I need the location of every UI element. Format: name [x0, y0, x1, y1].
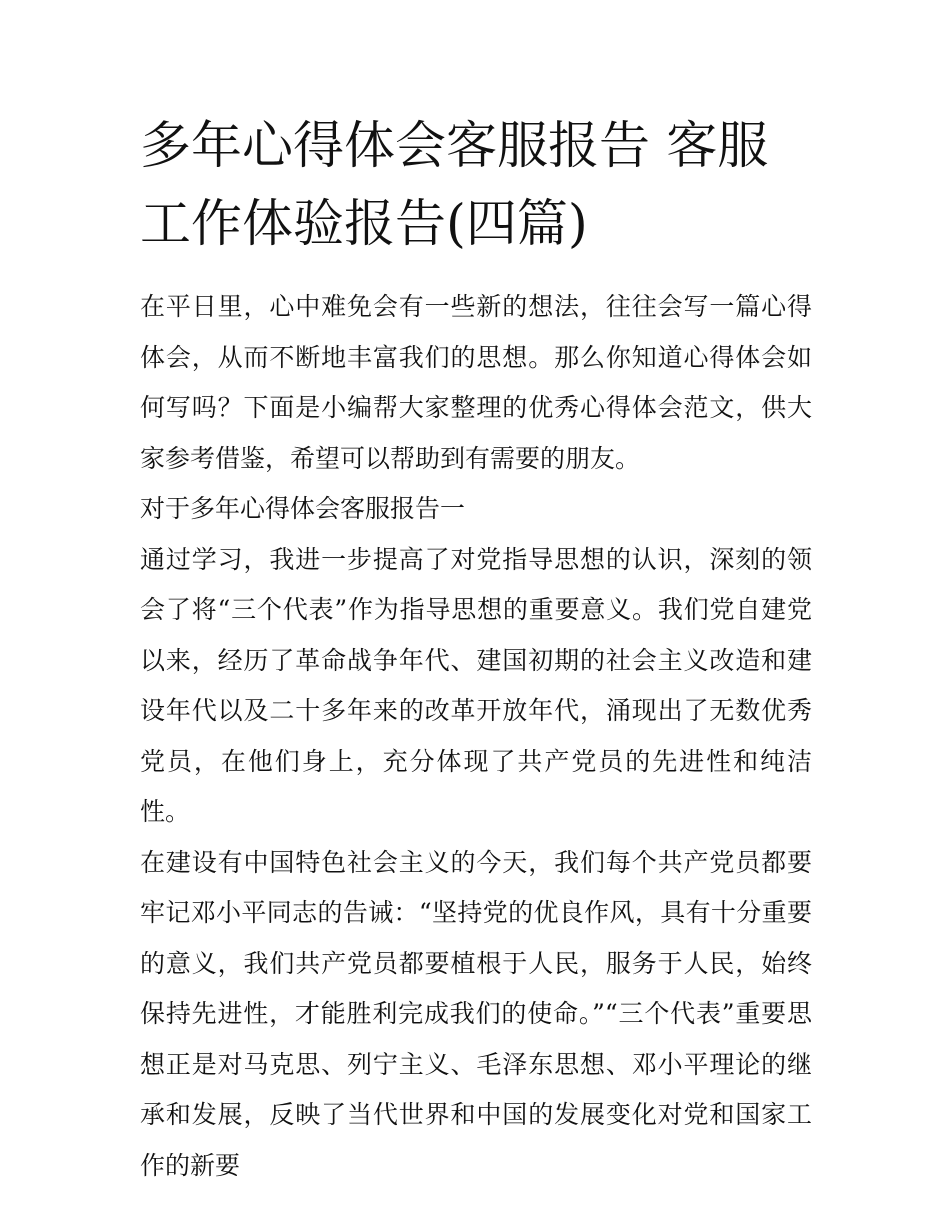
intro-paragraph: 在平日里，心中难免会有一些新的想法，往往会写一篇心得体会，从而不断地丰富我们的思想。那么你知道心得体会如何写吗？下面是小编帮大家整理的优秀心得体会范文，供大家参考借鉴，希望可以帮助到有需要的朋友。	[140, 292, 812, 473]
section-heading: 对于多年心得体会客服报告一	[140, 494, 466, 523]
document-title: 多年心得体会客服报告 客服工作体验报告(四篇)	[140, 117, 769, 254]
document-page	[140, 108, 812, 1191]
document-body	[140, 282, 812, 1191]
body-paragraph: 通过学习，我进一步提高了对党指导思想的认识，深刻的领会了将“三个代表”作为指导思想的重要意义。我们党自建党以来，经历了革命战争年代、建国初期的社会主义改造和建设年代以及二十多年来的改革开放年代，涌现出了无数优秀党员，在他们身上，充分体现了共产党员的先进性和纯洁性。	[140, 544, 812, 826]
body-paragraph: 在建设有中国特色社会主义的今天，我们每个共产党员都要牢记邓小平同志的告诫：“坚持党的优良作风，具有十分重要的意义，我们共产党员都要植根于人民，服务于人民，始终保持先进性，才能胜利完成我们的使命。”“三个代表”重要思想正是对马克思、列宁主义、毛泽东思想、邓小平理论的继承和发展，反映了当代世界和中国的发展变化对党和国家工作的新要	[140, 847, 812, 1180]
